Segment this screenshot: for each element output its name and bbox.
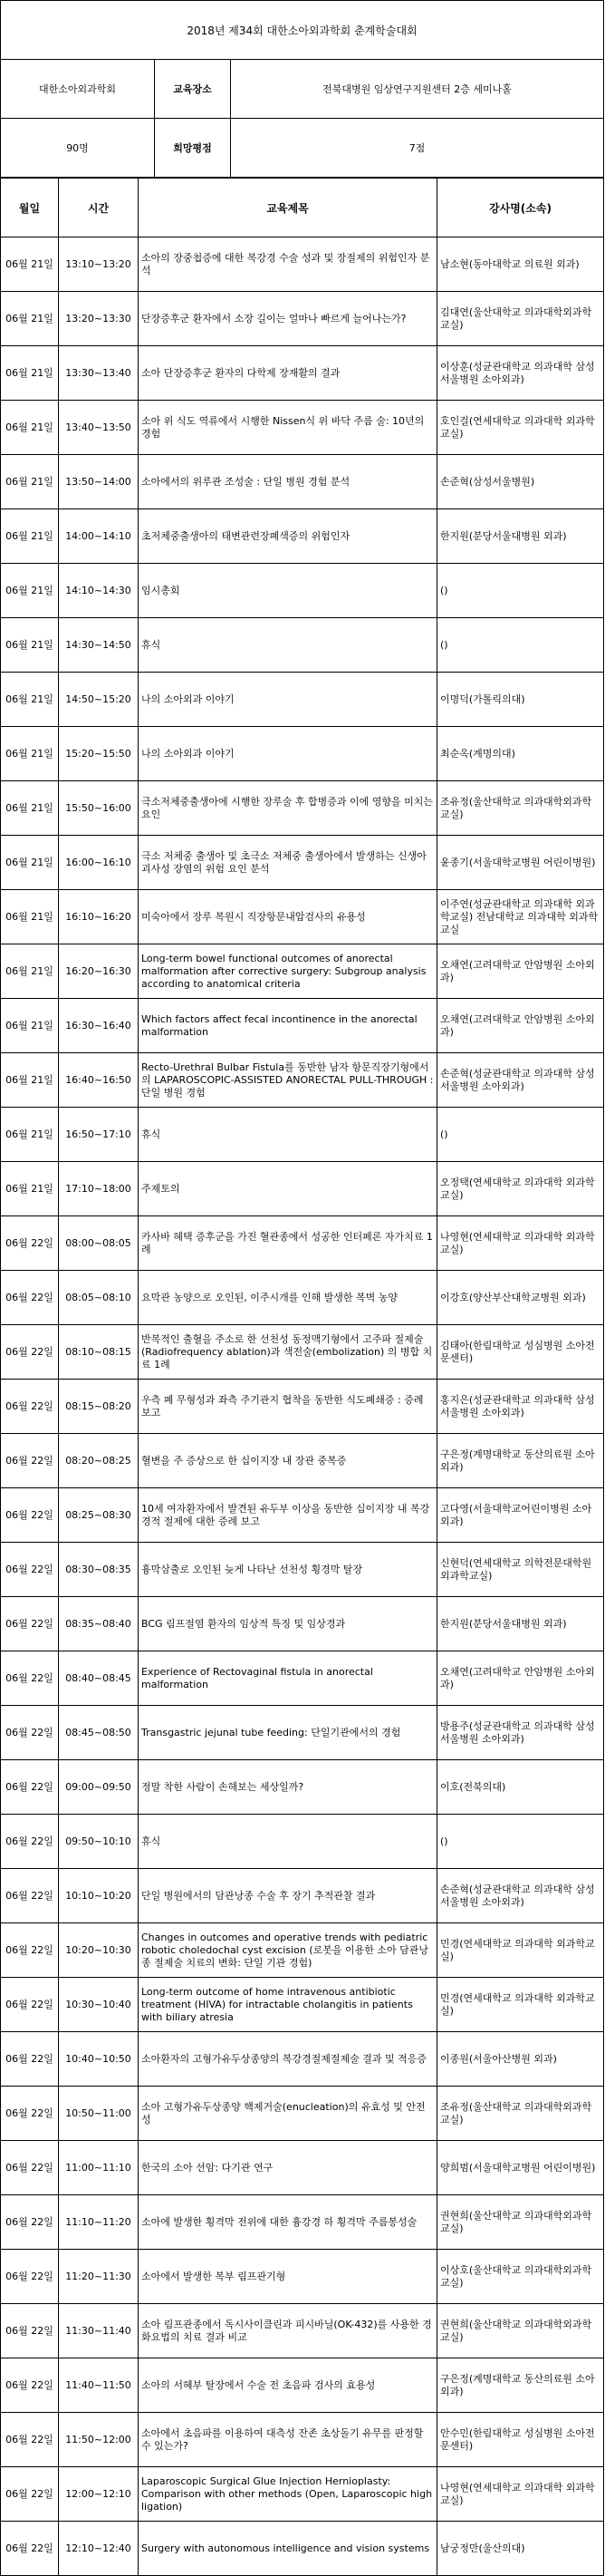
row-lecturer: 권현희(울산대학교 의과대학외과학교실) bbox=[437, 2304, 604, 2358]
row-lecturer: 안수민(한림대학교 성심병원 소아전문센터) bbox=[437, 2413, 604, 2467]
row-title: 나의 소아외과 이야기 bbox=[139, 727, 437, 781]
table-row bbox=[1, 1978, 604, 2032]
row-lecturer: 양희범(서울대학교병원 어린이병원) bbox=[437, 2141, 604, 2195]
row-time: 15:50~16:00 bbox=[59, 781, 139, 836]
table-row bbox=[1, 1543, 604, 1597]
row-lecturer: 김대연(울산대학교 의과대학외과학교실) bbox=[437, 292, 604, 346]
table-row bbox=[1, 292, 604, 346]
row-time: 08:45~08:50 bbox=[59, 1706, 139, 1760]
row-title: Long-term outcome of home intravenous antibiotic treatment (HIVA) for intractable cholangitis in patients with biliary atresia bbox=[139, 1978, 437, 2032]
table-row bbox=[1, 999, 604, 1053]
row-date: 06월 22일 bbox=[1, 2250, 59, 2304]
row-title: 단장증후군 환자에서 소장 길이는 얼마나 빠르게 늘어나는가? bbox=[139, 292, 437, 346]
table-row bbox=[1, 2141, 604, 2195]
row-date: 06월 22일 bbox=[1, 2032, 59, 2087]
table-row bbox=[1, 1053, 604, 1108]
row-date: 06월 21일 bbox=[1, 1053, 59, 1108]
row-lecturer: 방용주(성균관대학교 의과대학 삼성서울병원 소아외과) bbox=[437, 1706, 604, 1760]
row-title: 휴식 bbox=[139, 618, 437, 673]
table-row bbox=[1, 1162, 604, 1216]
row-title: 소아 고형가유두상종양 핵제거술(enucleation)의 유효성 및 안전성 bbox=[139, 2087, 437, 2141]
row-title: 소아의 서혜부 탈장에서 수술 전 초음파 검사의 효용성 bbox=[139, 2358, 437, 2413]
row-date: 06월 22일 bbox=[1, 2304, 59, 2358]
table-row bbox=[1, 2358, 604, 2413]
table-row bbox=[1, 1271, 604, 1325]
table-row bbox=[1, 2304, 604, 2358]
row-date: 06월 21일 bbox=[1, 564, 59, 618]
row-time: 12:00~12:10 bbox=[59, 2467, 139, 2522]
table-row bbox=[1, 890, 604, 944]
row-title: Transgastric jejunal tube feeding: 단일기관에서의 경험 bbox=[139, 1706, 437, 1760]
row-date: 06월 21일 bbox=[1, 346, 59, 401]
row-time: 10:40~10:50 bbox=[59, 2032, 139, 2087]
row-date: 06월 21일 bbox=[1, 455, 59, 509]
row-lecturer: 고다영(서울대학교어린이병원 소아외과) bbox=[437, 1488, 604, 1543]
table-row bbox=[1, 2087, 604, 2141]
row-date: 06월 21일 bbox=[1, 401, 59, 455]
row-time: 13:10~13:20 bbox=[59, 237, 139, 292]
row-title: 소아의 장중첩증에 대한 복강경 수술 성과 및 장절제의 위험인자 분석 bbox=[139, 237, 437, 292]
place-label: 교육장소 bbox=[155, 60, 231, 119]
table-row bbox=[1, 455, 604, 509]
column-header-title: 교육제목 bbox=[139, 179, 437, 237]
event-title: 2018년 제34회 대한소아외과학회 춘계학술대회 bbox=[1, 1, 604, 60]
row-title: Experience of Rectovaginal fistula in anorectal malformation bbox=[139, 1651, 437, 1706]
row-lecturer: () bbox=[437, 1108, 604, 1162]
column-header-lecturer: 강사명(소속) bbox=[437, 179, 604, 237]
row-title: 소아 위 식도 역류에서 시행한 Nissen식 위 바닥 주름 술: 10년의 경험 bbox=[139, 401, 437, 455]
score-label: 희망평점 bbox=[155, 119, 231, 178]
row-time: 10:20~10:30 bbox=[59, 1923, 139, 1978]
table-row bbox=[1, 1706, 604, 1760]
row-lecturer: 이상훈(성균관대학교 의과대학 삼성서울병원 소아외과) bbox=[437, 346, 604, 401]
row-date: 06월 21일 bbox=[1, 781, 59, 836]
table-row bbox=[1, 1869, 604, 1923]
row-date: 06월 21일 bbox=[1, 1108, 59, 1162]
row-date: 06월 22일 bbox=[1, 1434, 59, 1488]
row-date: 06월 22일 bbox=[1, 1271, 59, 1325]
row-time: 14:50~15:20 bbox=[59, 673, 139, 727]
table-row bbox=[1, 2522, 604, 2576]
row-time: 08:25~08:30 bbox=[59, 1488, 139, 1543]
row-title: 소아 단장증후군 환자의 다학제 장재활의 결과 bbox=[139, 346, 437, 401]
column-header-date: 월일 bbox=[1, 179, 59, 237]
table-row bbox=[1, 1108, 604, 1162]
row-time: 16:20~16:30 bbox=[59, 944, 139, 999]
row-lecturer: 이강호(양산부산대학교병원 외과) bbox=[437, 1271, 604, 1325]
row-time: 14:10~14:30 bbox=[59, 564, 139, 618]
row-date: 06월 22일 bbox=[1, 1760, 59, 1815]
schedule-body bbox=[1, 237, 604, 2576]
row-title: 미숙아에서 장루 복원시 직장항문내압검사의 유용성 bbox=[139, 890, 437, 944]
row-title: 10세 여자환자에서 발견된 유두부 이상을 동반한 십이지장 내 복강경적 절제에 대한 증례 보고 bbox=[139, 1488, 437, 1543]
row-lecturer: 조유정(울산대학교 의과대학외과학교실) bbox=[437, 2087, 604, 2141]
row-title: 단일 병원에서의 담관낭종 수술 후 장기 추적관찰 결과 bbox=[139, 1869, 437, 1923]
row-time: 11:40~11:50 bbox=[59, 2358, 139, 2413]
row-time: 10:50~11:00 bbox=[59, 2087, 139, 2141]
score-value: 7점 bbox=[231, 119, 604, 178]
table-row bbox=[1, 509, 604, 564]
row-time: 16:40~16:50 bbox=[59, 1053, 139, 1108]
row-date: 06월 22일 bbox=[1, 1325, 59, 1380]
row-time: 09:50~10:10 bbox=[59, 1815, 139, 1869]
row-time: 08:35~08:40 bbox=[59, 1597, 139, 1651]
row-time: 08:15~08:20 bbox=[59, 1380, 139, 1434]
row-title: 휴식 bbox=[139, 1815, 437, 1869]
table-row bbox=[1, 618, 604, 673]
row-date: 06월 22일 bbox=[1, 2413, 59, 2467]
row-time: 10:10~10:20 bbox=[59, 1869, 139, 1923]
row-lecturer: 신현덕(연세대학교 의학전문대학원 외과학교실) bbox=[437, 1543, 604, 1597]
row-title: BCG 림프절염 환자의 임상적 특징 및 임상경과 bbox=[139, 1597, 437, 1651]
row-date: 06월 22일 bbox=[1, 1869, 59, 1923]
row-date: 06월 21일 bbox=[1, 618, 59, 673]
row-lecturer: 나영현(연세대학교 의과대학 외과학교실) bbox=[437, 1216, 604, 1271]
row-title: 우측 폐 무형성과 좌측 주기관지 협착을 동반한 식도폐쇄증 : 증례 보고 bbox=[139, 1380, 437, 1434]
row-time: 11:20~11:30 bbox=[59, 2250, 139, 2304]
row-lecturer: 민경(연세대학교 의과대학 외과학교실) bbox=[437, 1923, 604, 1978]
row-time: 16:10~16:20 bbox=[59, 890, 139, 944]
table-row bbox=[1, 2413, 604, 2467]
row-time: 11:10~11:20 bbox=[59, 2195, 139, 2250]
row-lecturer: 손준혁(성균관대학교 의과대학 삼성서울병원 소아외과) bbox=[437, 1869, 604, 1923]
row-time: 16:00~16:10 bbox=[59, 836, 139, 890]
row-date: 06월 21일 bbox=[1, 509, 59, 564]
row-lecturer: 이상호(울산대학교 의과대학외과학교실) bbox=[437, 2250, 604, 2304]
row-title: Surgery with autonomous intelligence and vision systems bbox=[139, 2522, 437, 2576]
row-date: 06월 22일 bbox=[1, 1923, 59, 1978]
table-row bbox=[1, 1325, 604, 1380]
row-date: 06월 22일 bbox=[1, 1651, 59, 1706]
row-time: 08:40~08:45 bbox=[59, 1651, 139, 1706]
row-title: 한국의 소아 선암: 다기관 연구 bbox=[139, 2141, 437, 2195]
row-lecturer: 이명덕(가톨릭의대) bbox=[437, 673, 604, 727]
row-date: 06월 22일 bbox=[1, 1216, 59, 1271]
row-lecturer: 남궁정만(울산의대) bbox=[437, 2522, 604, 2576]
table-row bbox=[1, 944, 604, 999]
row-lecturer: 손준혁(성균관대학교 의과대학 삼성서울병원 소아외과) bbox=[437, 1053, 604, 1108]
row-title: 임시총회 bbox=[139, 564, 437, 618]
table-row bbox=[1, 727, 604, 781]
row-time: 13:30~13:40 bbox=[59, 346, 139, 401]
row-title: 혈변을 주 증상으로 한 십이지장 내 장관 중복증 bbox=[139, 1434, 437, 1488]
row-title: 소아에서의 위루관 조성술 : 단일 병원 경험 분석 bbox=[139, 455, 437, 509]
row-date: 06월 21일 bbox=[1, 944, 59, 999]
row-lecturer: 김태아(한림대학교 성심병원 소아전문센터) bbox=[437, 1325, 604, 1380]
row-time: 16:30~16:40 bbox=[59, 999, 139, 1053]
row-lecturer: 이종원(서울아산병원 외과) bbox=[437, 2032, 604, 2087]
row-lecturer: 한지원(분당서울대병원 외과) bbox=[437, 1597, 604, 1651]
row-lecturer: 손준혁(삼성서울병원) bbox=[437, 455, 604, 509]
row-time: 08:00~08:05 bbox=[59, 1216, 139, 1271]
table-row bbox=[1, 1380, 604, 1434]
row-date: 06월 22일 bbox=[1, 2141, 59, 2195]
row-time: 10:30~10:40 bbox=[59, 1978, 139, 2032]
table-row bbox=[1, 2195, 604, 2250]
row-lecturer: 민경(연세대학교 의과대학 외과학교실) bbox=[437, 1978, 604, 2032]
row-time: 15:20~15:50 bbox=[59, 727, 139, 781]
row-date: 06월 22일 bbox=[1, 2467, 59, 2522]
place-value: 전북대병원 임상연구지원센터 2층 세미나홀 bbox=[231, 60, 604, 119]
row-time: 11:30~11:40 bbox=[59, 2304, 139, 2358]
row-lecturer: 홍지은(성균관대학교 의과대학 삼성서울병원 소아외과) bbox=[437, 1380, 604, 1434]
row-date: 06월 21일 bbox=[1, 673, 59, 727]
row-lecturer: () bbox=[437, 564, 604, 618]
row-title: Long-term bowel functional outcomes of anorectal malformation after corrective surgery: Subgroup analysis according to anatomical criteria bbox=[139, 944, 437, 999]
row-date: 06월 21일 bbox=[1, 890, 59, 944]
row-title: 흉막삼출로 오인된 늦게 나타난 선천성 횡경막 탈장 bbox=[139, 1543, 437, 1597]
row-time: 13:20~13:30 bbox=[59, 292, 139, 346]
row-date: 06월 21일 bbox=[1, 237, 59, 292]
row-title: 카사바 혜택 증후군을 가진 혈관종에서 성공한 인터페론 자가치료 1례 bbox=[139, 1216, 437, 1271]
organization: 대한소아외과학회 bbox=[1, 60, 155, 119]
row-lecturer: 남소현(동아대학교 의료원 외과) bbox=[437, 237, 604, 292]
row-time: 08:30~08:35 bbox=[59, 1543, 139, 1597]
table-row bbox=[1, 1434, 604, 1488]
row-time: 17:10~18:00 bbox=[59, 1162, 139, 1216]
row-lecturer: 최순옥(계명의대) bbox=[437, 727, 604, 781]
row-date: 06월 22일 bbox=[1, 2358, 59, 2413]
row-time: 11:50~12:00 bbox=[59, 2413, 139, 2467]
row-date: 06월 22일 bbox=[1, 1978, 59, 2032]
row-lecturer: () bbox=[437, 1815, 604, 1869]
row-title: 극소 저체중 출생아 및 초극소 저체중 출생아에서 발생하는 신생아 괴사성 장염의 위험 요인 분석 bbox=[139, 836, 437, 890]
table-row bbox=[1, 1597, 604, 1651]
table-row bbox=[1, 2032, 604, 2087]
column-header-time: 시간 bbox=[59, 179, 139, 237]
row-lecturer: 한지원(분당서울대병원 외과) bbox=[437, 509, 604, 564]
row-lecturer: 오채연(고려대학교 안암병원 소아외과) bbox=[437, 1651, 604, 1706]
table-row bbox=[1, 1815, 604, 1869]
row-title: Changes in outcomes and operative trends with pediatric robotic choledochal cyst excision (로봇을 이용한 소아 담관낭종 절제술 치료의 변화: 단일 기관 경험) bbox=[139, 1923, 437, 1978]
row-date: 06월 22일 bbox=[1, 1488, 59, 1543]
row-date: 06월 21일 bbox=[1, 999, 59, 1053]
row-date: 06월 22일 bbox=[1, 1380, 59, 1434]
row-date: 06월 22일 bbox=[1, 2087, 59, 2141]
row-time: 12:10~12:40 bbox=[59, 2522, 139, 2576]
table-row bbox=[1, 1488, 604, 1543]
row-lecturer: 오채연(고려대학교 안암병원 소아외과) bbox=[437, 999, 604, 1053]
row-lecturer: 조유정(울산대학교 의과대학외과학교실) bbox=[437, 781, 604, 836]
row-title: 소아에 발생한 횡격막 전위에 대한 흉강경 하 횡격막 주름봉성술 bbox=[139, 2195, 437, 2250]
row-date: 06월 22일 bbox=[1, 2522, 59, 2576]
row-title: 주제토의 bbox=[139, 1162, 437, 1216]
row-date: 06월 22일 bbox=[1, 1706, 59, 1760]
table-row bbox=[1, 836, 604, 890]
row-title: 휴식 bbox=[139, 1108, 437, 1162]
table-row bbox=[1, 401, 604, 455]
row-date: 06월 21일 bbox=[1, 1162, 59, 1216]
row-date: 06월 22일 bbox=[1, 1815, 59, 1869]
row-time: 14:00~14:10 bbox=[59, 509, 139, 564]
table-row bbox=[1, 1760, 604, 1815]
row-time: 13:40~13:50 bbox=[59, 401, 139, 455]
table-row bbox=[1, 1651, 604, 1706]
row-title: 소아 림프관종에서 독시사이클린과 피시바닐(OK-432)를 사용한 경화요법의 치료 결과 비교 bbox=[139, 2304, 437, 2358]
row-time: 11:00~11:10 bbox=[59, 2141, 139, 2195]
row-lecturer: 권현희(울산대학교 의과대학외과학교실) bbox=[437, 2195, 604, 2250]
row-lecturer: 오정택(연세대학교 의과대학 외과학교실) bbox=[437, 1162, 604, 1216]
row-lecturer: 이호(전북의대) bbox=[437, 1760, 604, 1815]
table-row bbox=[1, 237, 604, 292]
row-lecturer: 오채연(고려대학교 안암병원 소아외과) bbox=[437, 944, 604, 999]
row-lecturer: 나영현(연세대학교 의과대학 외과학교실) bbox=[437, 2467, 604, 2522]
row-title: 소아환자의 고형가유두상종양의 복강경절제절제술 결과 및 적응증 bbox=[139, 2032, 437, 2087]
table-row bbox=[1, 1216, 604, 1271]
table-row bbox=[1, 673, 604, 727]
row-lecturer: 윤종기(서울대학교병원 어린이병원) bbox=[437, 836, 604, 890]
row-title: 초저체중출생아의 태변관련장폐색증의 위험인자 bbox=[139, 509, 437, 564]
schedule-table bbox=[0, 178, 604, 2576]
row-time: 09:00~09:50 bbox=[59, 1760, 139, 1815]
row-title: 소아에서 발생한 복부 림프관기형 bbox=[139, 2250, 437, 2304]
row-lecturer: () bbox=[437, 618, 604, 673]
row-title: 나의 소아외과 이야기 bbox=[139, 673, 437, 727]
table-row bbox=[1, 1923, 604, 1978]
row-time: 08:10~08:15 bbox=[59, 1325, 139, 1380]
row-date: 06월 21일 bbox=[1, 836, 59, 890]
row-title: 극소저체중출생아에 시행한 장루술 후 합병증과 이에 영향을 미치는 요인 bbox=[139, 781, 437, 836]
header-table bbox=[0, 0, 604, 178]
row-title: 반복적인 출혈을 주소로 한 선천성 동정맥기형에서 고주파 절제술 (Radiofrequency ablation)과 색전술(embolization) 의 병합 치료 1례 bbox=[139, 1325, 437, 1380]
row-title: Which factors affect fecal incontinence in the anorectal malformation bbox=[139, 999, 437, 1053]
row-time: 08:05~08:10 bbox=[59, 1271, 139, 1325]
row-time: 08:20~08:25 bbox=[59, 1434, 139, 1488]
row-date: 06월 21일 bbox=[1, 727, 59, 781]
row-date: 06월 22일 bbox=[1, 2195, 59, 2250]
table-row bbox=[1, 346, 604, 401]
row-time: 13:50~14:00 bbox=[59, 455, 139, 509]
row-title: 정말 착한 사람이 손해보는 세상일까? bbox=[139, 1760, 437, 1815]
row-lecturer: 이주연(성균관대학교 의과대학 외과학교실) 전남대학교 의과대학 외과학교실 bbox=[437, 890, 604, 944]
table-row bbox=[1, 564, 604, 618]
row-title: Laparoscopic Surgical Glue Injection Hernioplasty: Comparison with other methods (Open, Laparoscopic high ligation) bbox=[139, 2467, 437, 2522]
row-title: Recto-Urethral Bulbar Fistula를 동반한 남자 항문직장기형에서의 LAPAROSCOPIC-ASSISTED ANORECTAL PULL-THROUGH : 단일 병원 경험 bbox=[139, 1053, 437, 1108]
table-row bbox=[1, 2250, 604, 2304]
table-row bbox=[1, 2467, 604, 2522]
row-date: 06월 21일 bbox=[1, 292, 59, 346]
row-lecturer: 호인걸(연세대학교 의과대학 외과학교실) bbox=[437, 401, 604, 455]
row-date: 06월 22일 bbox=[1, 1597, 59, 1651]
table-row bbox=[1, 781, 604, 836]
row-title: 소아에서 초음파를 이용하여 대측성 잔존 초상돌기 유무를 판정할 수 있는가? bbox=[139, 2413, 437, 2467]
attendees: 90명 bbox=[1, 119, 155, 178]
row-time: 14:30~14:50 bbox=[59, 618, 139, 673]
row-title: 요막관 농양으로 오인된, 이주시개를 인해 발생한 복벽 농양 bbox=[139, 1271, 437, 1325]
row-time: 16:50~17:10 bbox=[59, 1108, 139, 1162]
row-lecturer: 구은정(계명대학교 동산의료원 소아외과) bbox=[437, 1434, 604, 1488]
row-date: 06월 22일 bbox=[1, 1543, 59, 1597]
row-lecturer: 구은정(계명대학교 동산의료원 소아외과) bbox=[437, 2358, 604, 2413]
